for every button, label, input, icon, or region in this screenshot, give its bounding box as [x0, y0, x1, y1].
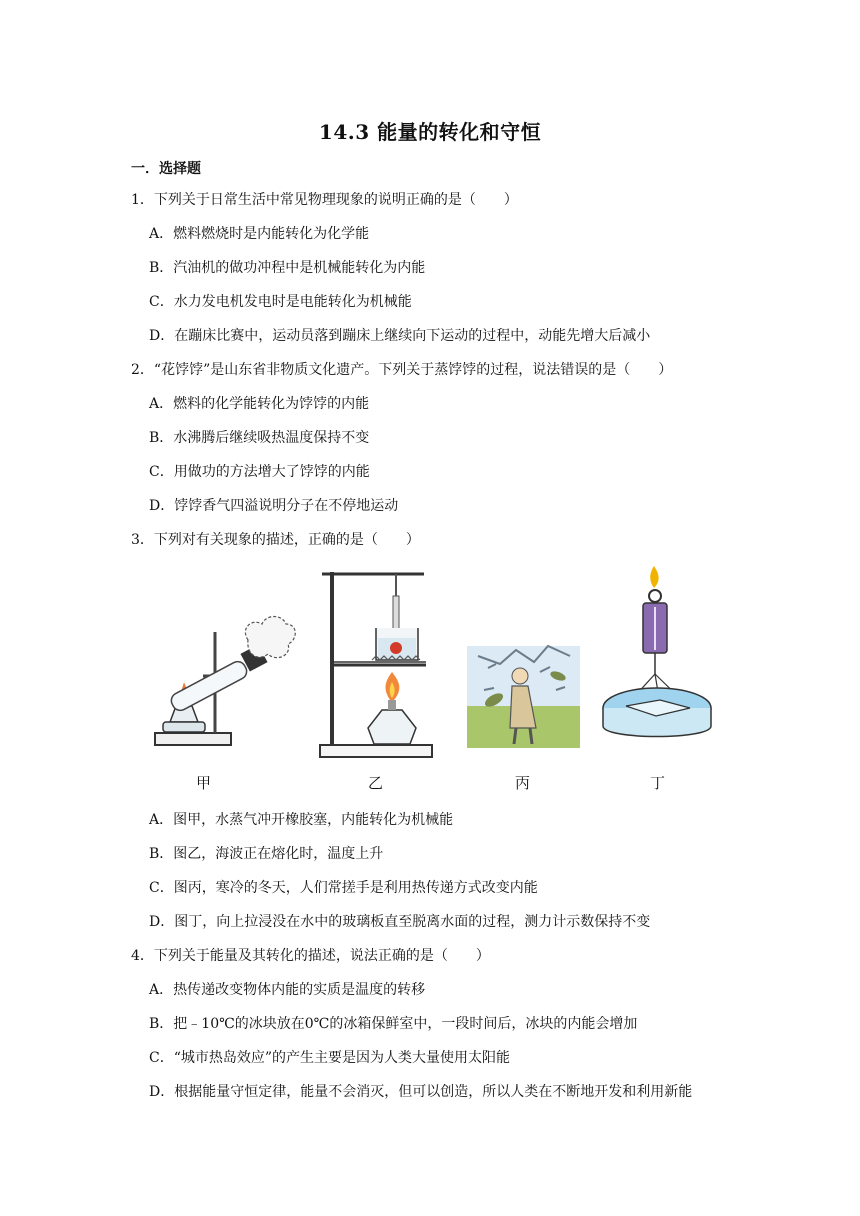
- question-4-option-d: D．根据能量守恒定律，能量不会消灭，但可以创造，所以人类在不断地开发和利用新能: [149, 1084, 693, 1100]
- question-1-option-c: C．水力发电机发电时是电能转化为机械能: [149, 294, 412, 310]
- document-title: 14.3 能量的转化和守恒: [318, 120, 542, 144]
- question-4-option-a: A．热传递改变物体内能的实质是温度的转移: [149, 982, 426, 998]
- figure-caption-jia: 甲: [196, 774, 212, 792]
- figure-ding-spring-scale: [603, 566, 711, 737]
- figure-caption-bing: 丙: [515, 774, 531, 792]
- question-2-option-a: A．燃料的化学能转化为饽饽的内能: [149, 396, 370, 412]
- figure-yi-melting-apparatus: [320, 572, 432, 757]
- question-1-option-d: D．在蹦床比赛中，运动员落到蹦床上继续向下运动的过程中，动能先增大后减小: [149, 328, 651, 344]
- question-3-figure: [150, 566, 720, 796]
- question-4-option-b: B．把﹣10℃的冰块放在0℃的冰箱保鲜室中，一段时间后，冰块的内能会增加: [149, 1016, 638, 1032]
- question-1-option-a: A．燃料燃烧时是内能转化为化学能: [149, 226, 370, 242]
- question-3-stem: 3．下列对有关现象的描述，正确的是（ ）: [131, 532, 420, 548]
- question-3-option-c: C．图丙，寒冷的冬天，人们常搓手是利用热传递方式改变内能: [149, 880, 538, 896]
- question-4-option-c: C．“城市热岛效应”的产生主要是因为人类大量使用太阳能: [149, 1050, 511, 1066]
- question-2-stem: 2．“花饽饽”是山东省非物质文化遗产。下列关于蒸饽饽的过程，说法错误的是（ ）: [131, 362, 673, 378]
- question-2-option-c: C．用做功的方法增大了饽饽的内能: [149, 464, 370, 480]
- question-2-option-b: B．水沸腾后继续吸热温度保持不变: [149, 430, 370, 446]
- question-2-option-d: D．饽饽香气四溢说明分子在不停地运动: [149, 498, 399, 514]
- figure-caption-ding: 丁: [650, 774, 666, 792]
- question-4-stem: 4．下列关于能量及其转化的描述，说法正确的是（ ）: [131, 948, 490, 964]
- question-3-option-d: D．图丁，向上拉浸没在水中的玻璃板直至脱离水面的过程，测力计示数保持不变: [149, 914, 651, 930]
- figure-bing-cold-wind: [467, 646, 580, 748]
- section-heading: 一．选择题: [131, 161, 201, 177]
- question-3-option-a: A．图甲，水蒸气冲开橡胶塞，内能转化为机械能: [149, 812, 454, 828]
- question-1-option-b: B．汽油机的做功冲程中是机械能转化为内能: [149, 260, 426, 276]
- figure-jia-test-tube: [155, 617, 295, 746]
- question-1-stem: 1．下列关于日常生活中常见物理现象的说明正确的是（ ）: [131, 192, 518, 208]
- question-3-option-b: B．图乙，海波正在熔化时，温度上升: [149, 846, 384, 862]
- figure-caption-yi: 乙: [368, 774, 384, 792]
